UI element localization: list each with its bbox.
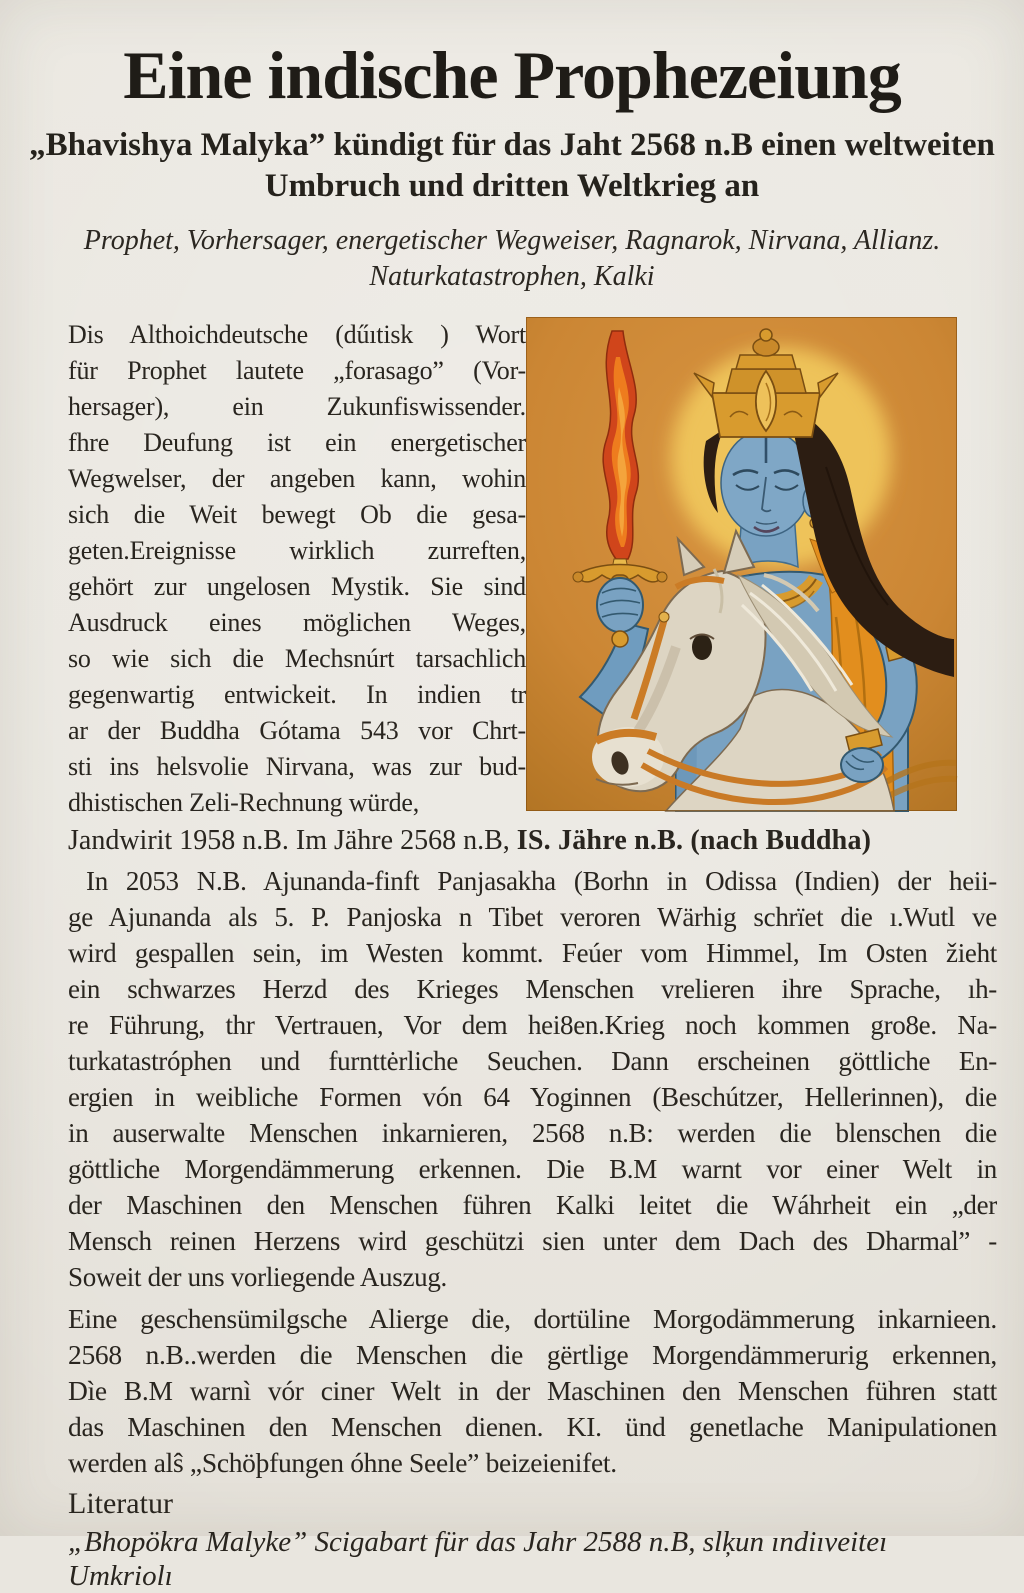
text-line: gehört zur ungelosen Mystik. Sie sind — [68, 571, 526, 601]
horse-eye — [692, 634, 712, 660]
text-line: gegenwartig entwickeit. In indien tr — [68, 679, 526, 709]
text-line: Dis Althoichdeutsche (dűıtisk ) Wort — [68, 319, 526, 349]
left-fist — [597, 578, 643, 632]
text-line: Mensch reinen Herzens wird geschützi sien unter dem Dach des Dharmal” - — [68, 1225, 997, 1256]
bridge-line — [68, 823, 997, 859]
paragraph-2 — [68, 863, 997, 1295]
subtitle-line: „Bhavishya Malyka” kündigt für das Jaht 2568 n.B einen weltweiten — [29, 126, 995, 163]
text-line: ar der Buddha Gótama 543 vor Chrt- — [68, 715, 526, 745]
text-line: turkatastróphen und furnttėrliche Seuchen. Dann erscheinen göttliche En- — [68, 1045, 997, 1076]
bridge-text: Jandwirit 1958 n.B. Im Jähre 2568 n.B, — [68, 824, 510, 856]
paragraph-1 — [68, 317, 526, 821]
text-line: werden alŝ „Schöþfungen óhne Seele” beizeienifet. — [68, 1446, 617, 1478]
paragraph-3 — [68, 1301, 997, 1481]
tagline-line: Prophet, Vorhersager, energetischer Wegweiser, Ragnarok, Nirvana, Allianz. — [83, 224, 941, 256]
text-line: Soweit der uns vorliegende Auszug. — [68, 1261, 447, 1292]
text-line: dhistischen Zeli-Rechnung würde, — [68, 787, 420, 817]
pommel — [612, 631, 628, 647]
kalki-artwork — [526, 317, 957, 811]
text-line: re Führung, thr Vertrauen, Vor dem hei8en.Krieg noch kommen gro8e. Na- — [68, 1009, 997, 1040]
literatur-heading: Literatur — [68, 1486, 173, 1520]
right-hand — [841, 729, 883, 782]
article-body — [0, 317, 1024, 1593]
text-line: göttliche Morgendämmerung erkennen. Die B.M warnt vor einer Welt in — [68, 1153, 997, 1184]
text-line: ergien in weibliche Formen vón 64 Yoginnen (Beschútzer, Hellerinnen), die — [68, 1081, 997, 1112]
subtitle-line: Umbruch und dritten Weltkrieg an — [264, 167, 760, 204]
text-line: Ausdruck eines möglichen Weges, — [68, 607, 526, 637]
text-line: In 2053 N.B. Ajunanda-finft Panjasakha (Borhn in Odissa (Indien) der heii- — [86, 865, 997, 896]
text-and-image-row — [68, 317, 997, 821]
text-line: sich die Weit bewegt Ob die gesa- — [68, 499, 526, 529]
text-line: hersager), ein Zukunfiswissender. — [68, 391, 526, 421]
text-line: fhre Deufung ist ein energetischer — [68, 427, 526, 457]
bridge-text-bold: IS. Jähre n.B. (nach Buddha) — [516, 824, 872, 856]
text-line: sti ins helsvolie Nirvana, was zur bud- — [68, 751, 526, 781]
tagline-line: Naturkatastrophen, Kalki — [369, 260, 655, 292]
text-line: der Maschinen den Menschen führen Kalki leitet die Wáhrheit ein „der — [68, 1189, 997, 1220]
literatur-reference: „Bhopökra Malyke” Scigabart für das Jahr 2588 n.B, slķun ındiıveiteı Umkriolı — [68, 1525, 888, 1592]
text-line: Dìe B.M warnì vór ciner Welt in der Maschinen den Menschen führen statt — [68, 1374, 997, 1406]
text-line: geten.Ereignisse wirklich zurreften, — [68, 535, 526, 565]
article-subtitle — [0, 125, 1024, 207]
text-line: ein schwarzes Herzd des Krieges Menschen vrelieren ihre Sprache, ıh- — [68, 973, 997, 1004]
text-line: für Prophet lautete „forasago” (Vor- — [68, 355, 526, 385]
text-line: das Maschinen den Menschen dienen. KI. ünd genetlache Manipulationen — [68, 1410, 997, 1442]
text-line: 2568 n.B..werden die Menschen die gërtlige Morgendämmerurig erkennen, — [68, 1338, 997, 1370]
text-line: wird gespallen sein, im Westen kommt. Feúer vom Himmel, Im Osten žieht — [68, 937, 997, 968]
keyword-tagline — [0, 223, 1024, 295]
text-line: ge Ajunanda als 5. P. Panjoska n Tibet veroren Wärhig schrïet die ı.Wutl ve — [68, 901, 997, 932]
page-title: Eine indische Prophezeiung — [123, 37, 901, 113]
text-line: so wie sich die Mechsnúrt tarsachlich — [68, 643, 526, 673]
masthead — [0, 0, 1024, 295]
text-line: in auserwalte Menschen inkarnieren, 2568 n.B: werden die blenschen die — [68, 1117, 997, 1148]
kalki-illustration — [526, 317, 957, 811]
text-line: Wegwelser, der angeben kann, wohin — [68, 463, 526, 493]
text-line: Eine geschensümilgsche Alierge die, dortüline Morgodämmerung inkarnieen. — [68, 1302, 997, 1334]
